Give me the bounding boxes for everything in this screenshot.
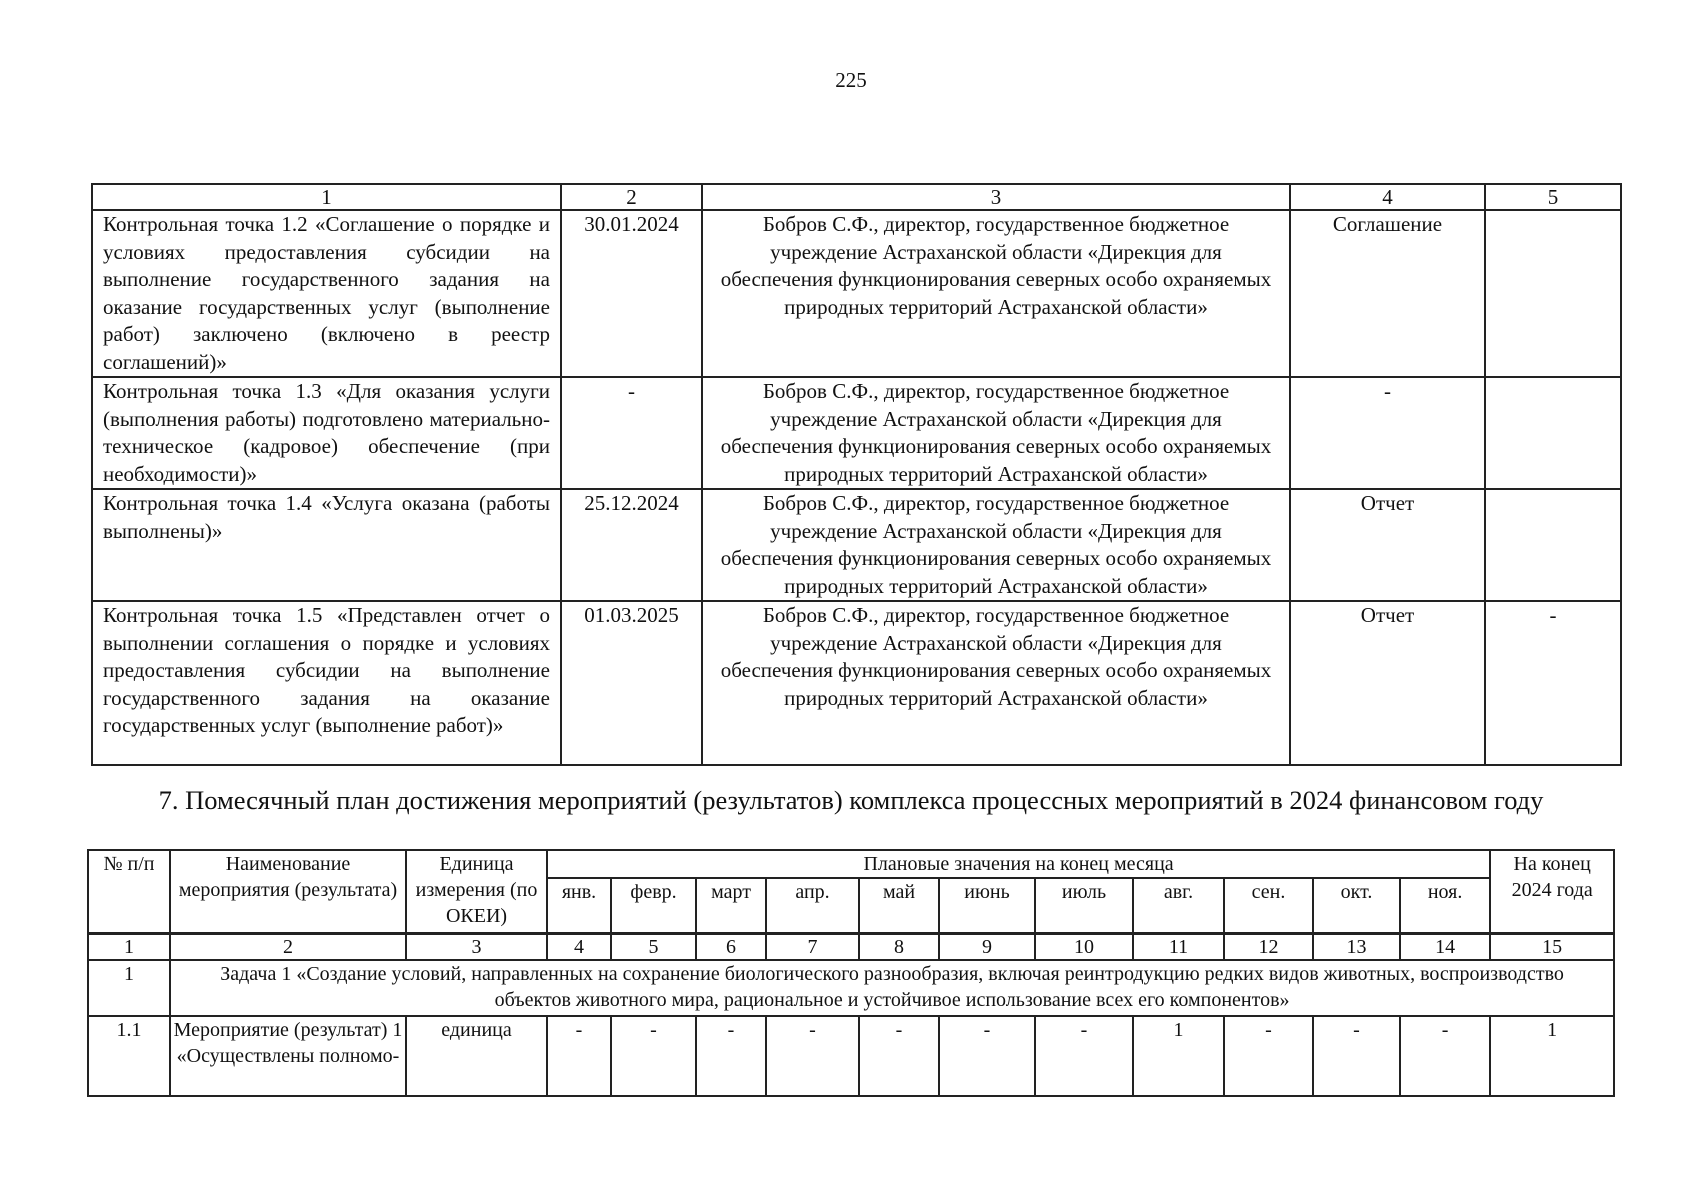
header-year-end: На конец 2024 года	[1490, 850, 1614, 933]
month-header: апр.	[766, 878, 859, 933]
month-value: -	[1400, 1016, 1490, 1096]
control-point-name: Контрольная точка 1.2 «Соглашение о порядке и условиях предоставления субсидии на выполнение государственного задания на оказание государственных услуг (выполнение работ) заключено (включено в реестр соглашений)»	[92, 210, 561, 377]
month-header: февр.	[611, 878, 696, 933]
column-number: 4	[547, 933, 611, 960]
month-value: -	[859, 1016, 939, 1096]
column-number: 3	[702, 184, 1290, 210]
table-row	[92, 601, 1621, 765]
table-row	[92, 210, 1621, 377]
month-value: -	[766, 1016, 859, 1096]
year-end-value: 1	[1490, 1016, 1614, 1096]
month-value: -	[1224, 1016, 1313, 1096]
row-number: 1.1	[88, 1016, 170, 1096]
control-point-name: Контрольная точка 1.5 «Представлен отчет о выполнении соглашения о порядке и условиях предоставления субсидии на выполнение государственного задания на оказание государственных услуг (выполнение работ)»	[92, 601, 561, 765]
month-value: -	[1035, 1016, 1133, 1096]
month-header: март	[696, 878, 766, 933]
month-value: -	[547, 1016, 611, 1096]
task-number: 1	[88, 960, 170, 1016]
column-number: 11	[1133, 933, 1224, 960]
task-row	[88, 960, 1614, 1016]
month-header: ноя.	[1400, 878, 1490, 933]
header-row	[88, 850, 1614, 878]
column-5-value	[1485, 210, 1621, 377]
column-number: 5	[611, 933, 696, 960]
document-type: -	[1290, 377, 1485, 489]
control-point-date: 25.12.2024	[561, 489, 702, 601]
column-number: 5	[1485, 184, 1621, 210]
month-header: июнь	[939, 878, 1035, 933]
control-points-table	[91, 183, 1622, 766]
table-row	[92, 489, 1621, 601]
month-header: сен.	[1224, 878, 1313, 933]
header-number: № п/п	[88, 850, 170, 933]
month-header: июль	[1035, 878, 1133, 933]
column-number: 4	[1290, 184, 1485, 210]
control-point-name: Контрольная точка 1.4 «Услуга оказана (работы выполнены)»	[92, 489, 561, 601]
table-row	[92, 377, 1621, 489]
column-number: 13	[1313, 933, 1400, 960]
month-header: окт.	[1313, 878, 1400, 933]
column-number-row	[92, 184, 1621, 210]
column-5-value: -	[1485, 601, 1621, 765]
section-title: 7. Помесячный план достижения мероприятий (результатов) комплекса процессных мероприятий в 2024 финансовом году	[158, 785, 1544, 815]
monthly-plan-table	[87, 849, 1615, 1097]
control-point-date: -	[561, 377, 702, 489]
responsible-person: Бобров С.Ф., директор, государственное бюджетное учреждение Астраханской области «Дирекция для обеспечения функционирования северных особо охраняемых природных территорий Астраханской области»	[702, 489, 1290, 601]
month-value: -	[939, 1016, 1035, 1096]
responsible-person: Бобров С.Ф., директор, государственное бюджетное учреждение Астраханской области «Дирекция для обеспечения функционирования северных особо охраняемых природных территорий Астраханской области»	[702, 210, 1290, 377]
table-row	[88, 1016, 1614, 1096]
month-value: 1	[1133, 1016, 1224, 1096]
month-value: -	[611, 1016, 696, 1096]
column-number: 12	[1224, 933, 1313, 960]
month-value: -	[696, 1016, 766, 1096]
document-type: Отчет	[1290, 489, 1485, 601]
event-name: Мероприятие (результат) 1 «Осуществлены полномо-	[170, 1016, 406, 1096]
responsible-person: Бобров С.Ф., директор, государственное бюджетное учреждение Астраханской области «Дирекция для обеспечения функционирования северных особо охраняемых природных территорий Астраханской области»	[702, 601, 1290, 765]
column-number: 9	[939, 933, 1035, 960]
task-text: Задача 1 «Создание условий, направленных на сохранение биологического разнообразия, включая реинтродукцию редких видов животных, воспроизводство объектов животного мира, рациональное и устойчивое использование всех его компонентов»	[170, 960, 1614, 1016]
column-number: 8	[859, 933, 939, 960]
control-point-date: 01.03.2025	[561, 601, 702, 765]
column-number: 15	[1490, 933, 1614, 960]
month-header: янв.	[547, 878, 611, 933]
column-number: 2	[170, 933, 406, 960]
column-number: 1	[88, 933, 170, 960]
column-number: 2	[561, 184, 702, 210]
month-value: -	[1313, 1016, 1400, 1096]
column-number: 10	[1035, 933, 1133, 960]
column-number-row	[88, 933, 1614, 960]
page-number: 225	[835, 68, 867, 92]
header-event-name: Наименование мероприятия (результата)	[170, 850, 406, 933]
document-type: Отчет	[1290, 601, 1485, 765]
column-number: 6	[696, 933, 766, 960]
month-header: май	[859, 878, 939, 933]
column-number: 1	[92, 184, 561, 210]
column-5-value	[1485, 377, 1621, 489]
control-point-date: 30.01.2024	[561, 210, 702, 377]
column-number: 7	[766, 933, 859, 960]
document-type: Соглашение	[1290, 210, 1485, 377]
column-5-value	[1485, 489, 1621, 601]
header-unit: Единица измерения (по ОКЕИ)	[406, 850, 547, 933]
control-point-name: Контрольная точка 1.3 «Для оказания услуги (выполнения работы) подготовлено материально-техническое (кадровое) обеспечение (при необходимости)»	[92, 377, 561, 489]
column-number: 14	[1400, 933, 1490, 960]
unit-value: единица	[406, 1016, 547, 1096]
column-number: 3	[406, 933, 547, 960]
month-header: авг.	[1133, 878, 1224, 933]
responsible-person: Бобров С.Ф., директор, государственное бюджетное учреждение Астраханской области «Дирекция для обеспечения функционирования северных особо охраняемых природных территорий Астраханской области»	[702, 377, 1290, 489]
header-planned-values: Плановые значения на конец месяца	[547, 850, 1490, 878]
